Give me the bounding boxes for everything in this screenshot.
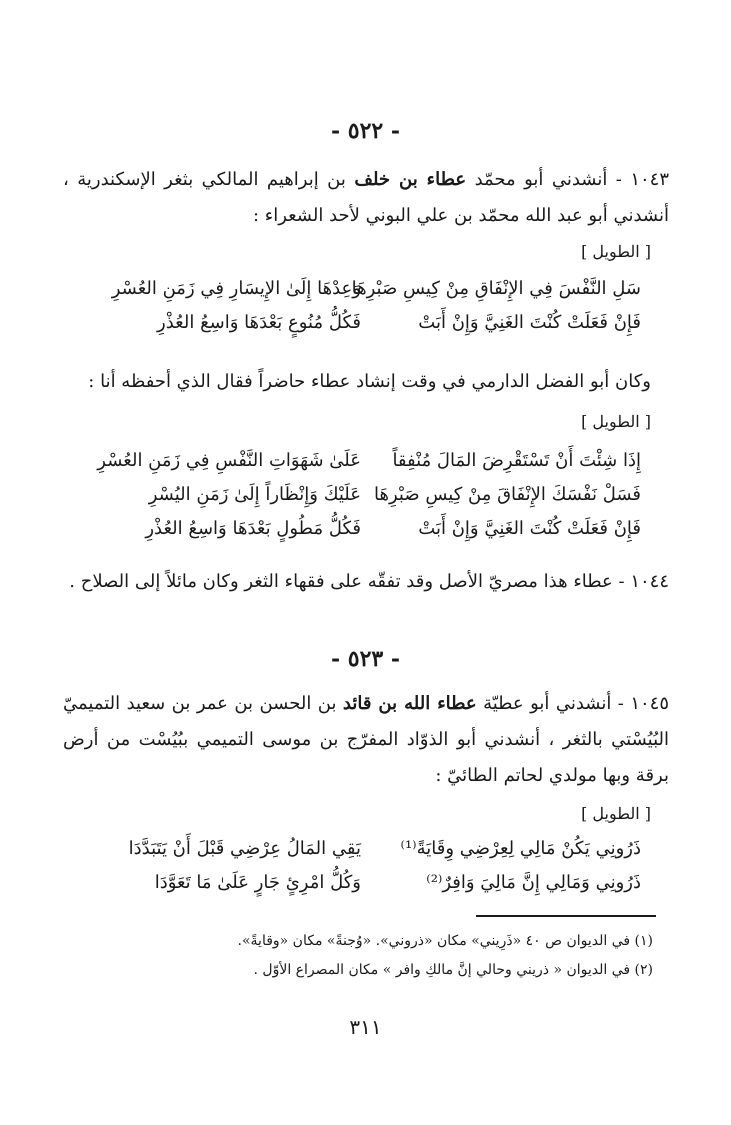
poem-3-line-2-first-hemistich: ذَرُونِي وَمَالِي إِنَّ مَالِيَ وَافِرٌ⁽²⁾ — [426, 872, 641, 893]
paragraph-1045-intro: ١٠٤٥ - أنشدني أبو عطيّة — [476, 693, 669, 714]
page-number: ٣١١ — [349, 1015, 382, 1039]
poem-1-line-2-first-hemistich: فَإِنْ فَعَلَتْ كُنْتَ الغَنِيَّ وَإِنْ أَبَتْ — [418, 312, 641, 333]
paragraph-1043-intro: ١٠٤٣ - أنشدني أبو محمّد — [466, 169, 669, 190]
poem-2-line-1 — [61, 450, 641, 478]
poem-1-line-1-first-hemistich: سَلِ النَّفْسَ فِي الإِنْفَاقِ مِنْ كِيسِ صَبْرِهَا — [351, 278, 641, 299]
poem-2-line-2 — [61, 484, 641, 512]
paragraph-1043-rest: بن إبراهيم المالكي بثغر الإسكندرية ، أنشدني أبو عبد الله محمّد بن علي البوني لأحد الشعراء : — [63, 169, 669, 226]
poem-3-line-2-second-hemistich: وَكُلُّ امْرِئٍ جَارٍ عَلَىٰ مَا تَعَوَّدَا — [154, 872, 361, 893]
poem-2-line-3-first-hemistich: فَإِنْ فَعَلَتْ كُنْتَ الغَنِيَّ وَإِنْ أَبَتْ — [418, 518, 641, 539]
poem-2-line-3 — [61, 518, 641, 546]
poem-1-line-1-second-hemistich: وَعِدْهَا إِلَىٰ الإِيسَارِ فِي زَمَنِ العُسْرِ — [111, 278, 361, 299]
meter-label-2: [ الطويل ] — [581, 412, 651, 431]
person-name-ata-ibn-khalaf: عطاء بن خلف — [354, 169, 467, 190]
paragraph-1045-rest: بن الحسن بن عمر بن سعيد التميميّ البُيُسْتي بالثغر ، أنشدني أبو الذوّاد المفرّج بن موسى التميمي ببُيُسْت من أرض برقة وبها مولدي لحاتم الطائيّ : — [63, 693, 669, 786]
section-number-523: - ٥٢٣ - — [330, 646, 401, 672]
poem-3-line-1 — [61, 838, 641, 866]
footnote-2: (٢) في الديوان « ذريني وحالي إنَّ مالكِ وافر » مكان المصراع الأوّل . — [253, 962, 653, 978]
poem-3-line-1-first-hemistich: ذَرُونِي يَكُنْ مَالِي لِعِرْضِي وِقَايَةً⁽¹⁾ — [400, 838, 641, 859]
footnote-1: (١) في الديوان ص ٤٠ «ذَرِيني» مكان «ذروني». «وُجنةً» مكان «وقايةً». — [237, 933, 653, 949]
poem-1-line-2-second-hemistich: فَكُلُّ مُنُوعٍ بَعْدَهَا وَاسِعُ العُذْرِ — [157, 312, 361, 333]
poem-2-line-1-first-hemistich: إِذَا شِئْتَ أَنْ تَسْتَقْرِضَ المَالَ مُنْفِقاً — [392, 450, 641, 471]
poem-3-line-2 — [61, 872, 641, 900]
paragraph-1043 — [63, 162, 669, 234]
poem-2-line-2-first-hemistich: فَسَلْ نَفْسَكَ الإِنْفَاقَ مِنْ كِيسِ صَبْرِهَا — [374, 484, 641, 505]
paragraph-darimi: وكان أبو الفضل الدارمي في وقت إنشاد عطاء حاضراً فقال الذي أحفظه أنا : — [88, 371, 651, 392]
poem-1-line-1 — [61, 278, 641, 306]
poem-3-line-1-second-hemistich: يَقِي المَالُ عِرْضِي قَبْلَ أَنْ يَتَبَدَّدَا — [128, 838, 361, 859]
poem-1-line-2 — [61, 312, 641, 340]
paragraph-1044: ١٠٤٤ - عطاء هذا مصريّ الأصل وقد تفقّه على فقهاء الثغر وكان مائلاً إلى الصلاح . — [69, 571, 669, 592]
poem-2-line-2-second-hemistich: عَلَيْكَ وَإِنْظَاراً إِلَىٰ زَمَنِ اليُسْرِ — [148, 484, 361, 505]
meter-label-1: [ الطويل ] — [581, 242, 651, 261]
footnote-separator — [476, 915, 656, 917]
poem-2-line-1-second-hemistich: عَلَىٰ شَهَوَاتِ النَّفْسِ فِي زَمَنِ العُسْرِ — [97, 450, 361, 471]
paragraph-1045 — [63, 686, 669, 794]
section-number-522: - ٥٢٢ - — [330, 118, 401, 144]
poem-2-line-3-second-hemistich: فَكُلُّ مَطُولٍ بَعْدَهَا وَاسِعُ العُذْرِ — [145, 518, 361, 539]
person-name-ata-allah-ibn-qaid: عطاء الله بن قائد — [342, 693, 477, 714]
meter-label-3: [ الطويل ] — [581, 804, 651, 823]
